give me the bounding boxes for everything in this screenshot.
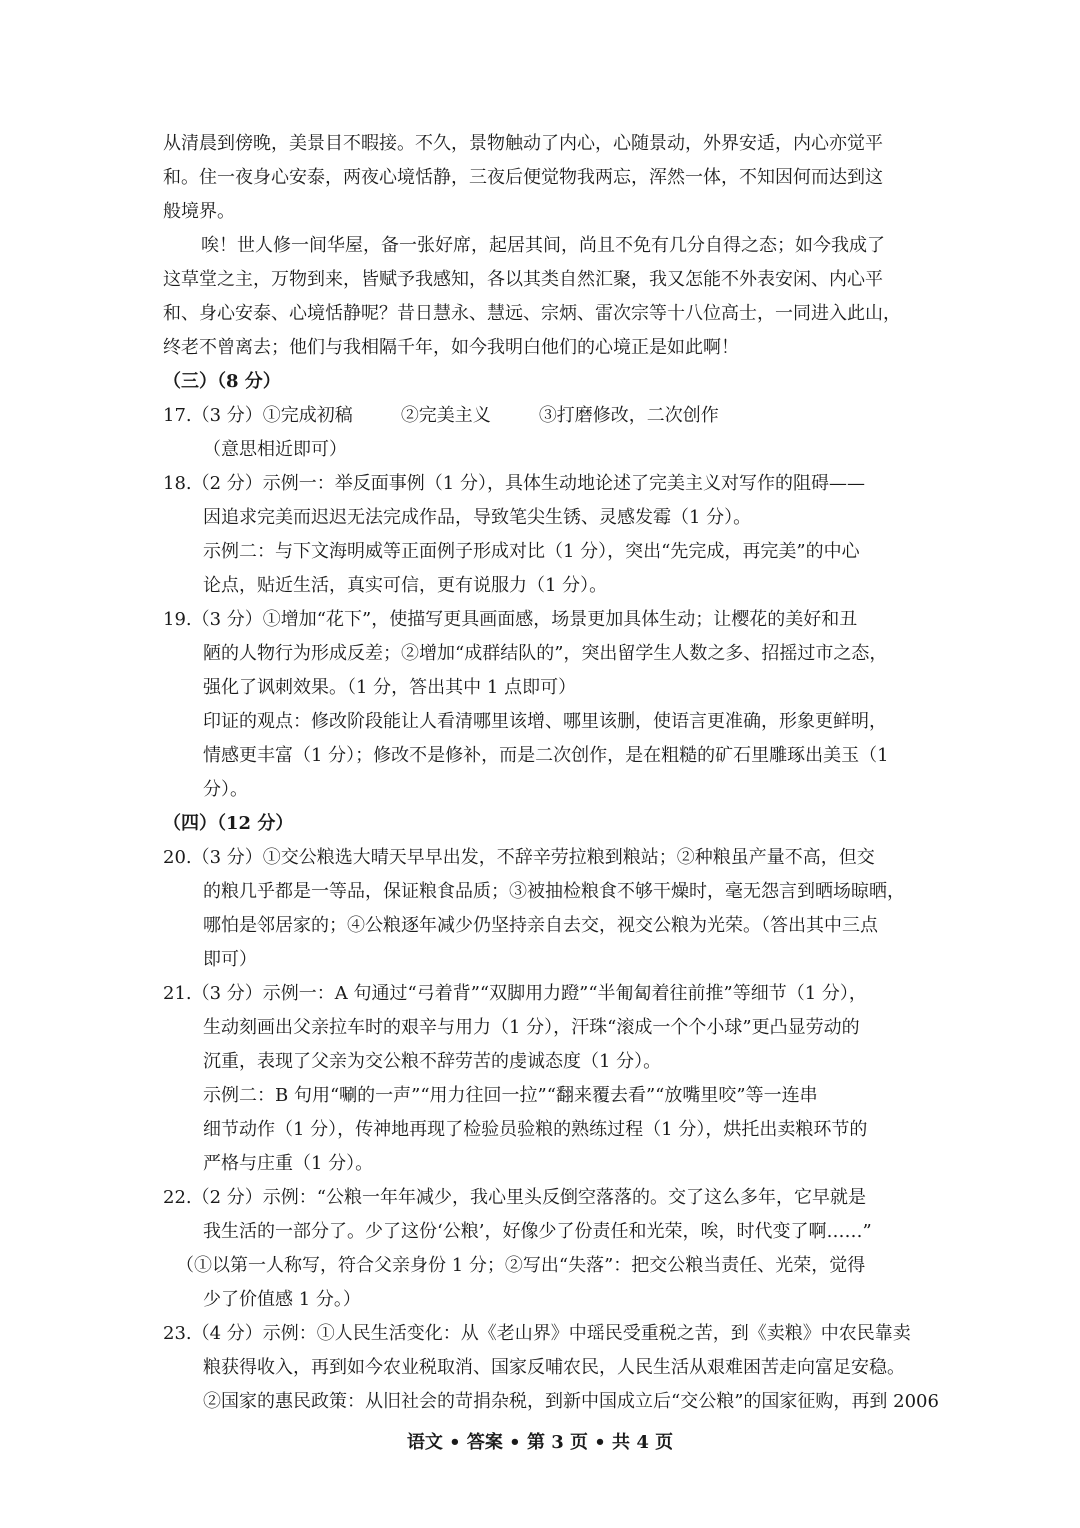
section-title: （四）（12 分） [163, 813, 294, 834]
question-20-line: 的粮几乎都是一等品，保证粮食品质；③被抽检粮食不够干燥时，毫无怨言到晒场晾晒， [203, 881, 905, 902]
question-23-line: ②国家的惠民政策：从旧社会的苛捐杂税，到新中国成立后“交公粮”的国家征购，再到 2006 [203, 1391, 939, 1412]
q17-answer-a: 17.（3 分）①完成初稿 [163, 405, 353, 426]
question-18-line: 18.（2 分）示例一：举反面事例（1 分），具体生动地论述了完美主义对写作的阻碍—— [163, 473, 865, 494]
question-19-line: 陋的人物行为形成反差；②增加“成群结队的”，突出留学生人数之多、招摇过市之态， [203, 643, 888, 664]
passage-line: 从清晨到傍晚，美景目不暇接。不久，景物触动了内心，心随景动，外界安适，内心亦觉平 [163, 133, 883, 154]
question-17 [163, 404, 719, 428]
question-22-line: （①以第一人称写，符合父亲身份 1 分；②写出“失落”：把交公粮当责任、光荣，觉得 [176, 1255, 866, 1276]
question-21-line: 细节动作（1 分），传神地再现了检验员验粮的熟练过程（1 分），烘托出卖粮环节的 [203, 1119, 868, 1140]
question-19-line: 印证的观点：修改阶段能让人看清哪里该增、哪里该删，使语言更准确，形象更鲜明， [203, 711, 887, 732]
question-21-line: 示例二：B 句用“唰的一声”“用力往回一拉”“翻来覆去看”“放嘴里咬”等一连串 [203, 1085, 818, 1106]
question-18-line: 因追求完美而迟迟无法完成作品，导致笔尖生锈、灵感发霉（1 分）。 [203, 507, 752, 528]
question-19-line: 分）。 [203, 779, 248, 800]
passage-line: 和。住一夜身心安泰，两夜心境恬静，三夜后便觉物我两忘，浑然一体，不知因何而达到这 [163, 167, 883, 188]
q17-answer-c: ③打磨修改，二次创作 [538, 405, 719, 426]
question-19-line: 19.（3 分）①增加“花下”，使描写更具画面感，场景更加具体生动；让樱花的美好和丑 [163, 609, 858, 630]
passage-line: 般境界。 [163, 201, 235, 222]
question-18-line: 论点，贴近生活，真实可信，更有说服力（1 分）。 [203, 575, 608, 596]
question-19-line: 情感更丰富（1 分）；修改不是修补，而是二次创作，是在粗糙的矿石里雕琢出美玉（1 [203, 745, 889, 766]
question-20-line: 20.（3 分）①交公粮选大晴天早早出发，不辞辛劳拉粮到粮站；②种粮虽产量不高，但交 [163, 847, 875, 868]
passage-line: 和、身心安泰、心境恬静呢？昔日慧永、慧远、宗炳、雷次宗等十八位高士，一同进入此山， [163, 303, 901, 324]
q17-answer-b: ②完美主义 [400, 405, 491, 426]
question-18-line: 示例二：与下文海明威等正面例子形成对比（1 分），突出“先完成，再完美”的中心 [203, 541, 860, 562]
question-19-line: 强化了讽刺效果。（1 分，答出其中 1 点即可） [203, 677, 577, 698]
question-21-line: 沉重，表现了父亲为交公粮不辞劳苦的虔诚态度（1 分）。 [203, 1051, 662, 1072]
question-22-line: 我生活的一部分了。少了这份‘公粮’，好像少了份责任和光荣，唉，时代变了啊……” [203, 1221, 872, 1242]
question-22-line: 22.（2 分）示例：“公粮一年年减少，我心里头反倒空落落的。交了这么多年，它早就是 [163, 1187, 866, 1208]
question-22-line: 少了价值感 1 分。） [203, 1289, 361, 1310]
question-21-line: 严格与庄重（1 分）。 [203, 1153, 374, 1174]
section-title: （三）（8 分） [163, 371, 281, 392]
page-footer: 语文 • 答案 • 第 3 页 • 共 4 页 [406, 1432, 674, 1453]
question-21-line: 生动刻画出父亲拉车时的艰辛与用力（1 分），汗珠“滚成一个个小球”更凸显劳动的 [203, 1017, 860, 1038]
question-21-line: 21.（3 分）示例一：A 句通过“弓着背”“双脚用力蹬”“半匍匐着往前推”等细节（1 分）， [163, 983, 867, 1004]
question-20-line: 哪怕是邻居家的；④公粮逐年减少仍坚持亲自去交，视交公粮为光荣。（答出其中三点 [203, 915, 878, 936]
passage-line: 这草堂之主，万物到来，皆赋予我感知，各以其类自然汇聚，我又怎能不外表安闲、内心平 [163, 269, 883, 290]
question-20-line: 即可） [203, 949, 257, 970]
passage-line: 唉！世人修一间华屋，备一张好席，起居其间，尚且不免有几分自得之态；如今我成了 [201, 235, 885, 256]
passage-line: 终老不曾离去；他们与我相隔千年，如今我明白他们的心境正是如此啊！ [163, 337, 739, 358]
question-23-line: 23.（4 分）示例：①人民生活变化：从《老山界》中瑶民受重税之苦，到《卖粮》中农民靠卖 [163, 1323, 911, 1344]
q17-note: （意思相近即可） [203, 439, 347, 460]
question-23-line: 粮获得收入，再到如今农业税取消、国家反哺农民，人民生活从艰难困苦走向富足安稳。 [203, 1357, 905, 1378]
